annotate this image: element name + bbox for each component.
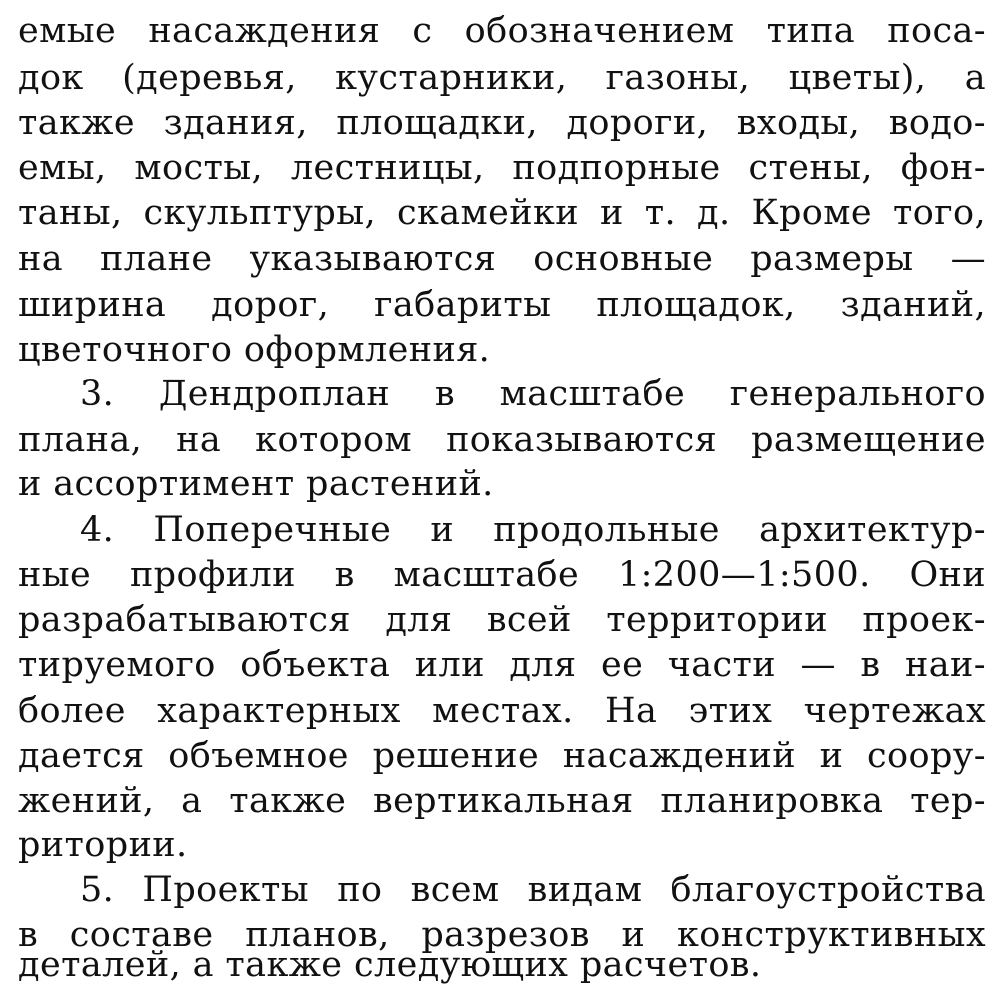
text-line: таны, скульптуры, скамейки и т. д. Кроме того, [18,193,986,233]
paragraph-first-line: 5. Проекты по всем видам благоустройства [80,870,986,910]
text-line: также здания, площадки, дороги, входы, водо- [18,103,986,143]
text-line: на плане указываются основные размеры — [18,239,986,279]
text-line: жений, а также вертикальная планировка тер- [18,781,986,821]
paragraph-first-line: 4. Поперечные и продольные архитектур- [80,510,986,550]
text-line: емы, мосты, лестницы, подпорные стены, фон- [18,148,986,188]
text-line: ритории. [18,825,188,865]
text-line: плана, на котором показываются размещение [18,420,986,460]
text-line: более характерных местах. На этих чертежах [18,691,986,731]
text-line: дается объемное решение насаждений и соору- [18,736,986,776]
paragraph-first-line: 3. Дендроплан в масштабе генерального [80,374,986,414]
text-line: цветочного оформления. [18,330,491,370]
text-line: и ассортимент растений. [18,464,494,504]
text-line: разрабатываются для всей территории проек- [18,600,986,640]
text-line: емые насаждения с обозначением типа поса- [18,11,986,51]
text-line: тируемого объекта или для ее части — в наи- [18,645,986,685]
text-line: в составе планов, разрезов и конструктивных [18,915,986,955]
text-line: ные профили в масштабе 1:200—1:500. Они [18,555,986,595]
text-line: док (деревья, кустарники, газоны, цветы), а [18,58,986,98]
text-line: деталей, а также следующих расчетов. [18,945,762,985]
text-line: ширина дорог, габариты площадок, зданий, [18,285,986,325]
